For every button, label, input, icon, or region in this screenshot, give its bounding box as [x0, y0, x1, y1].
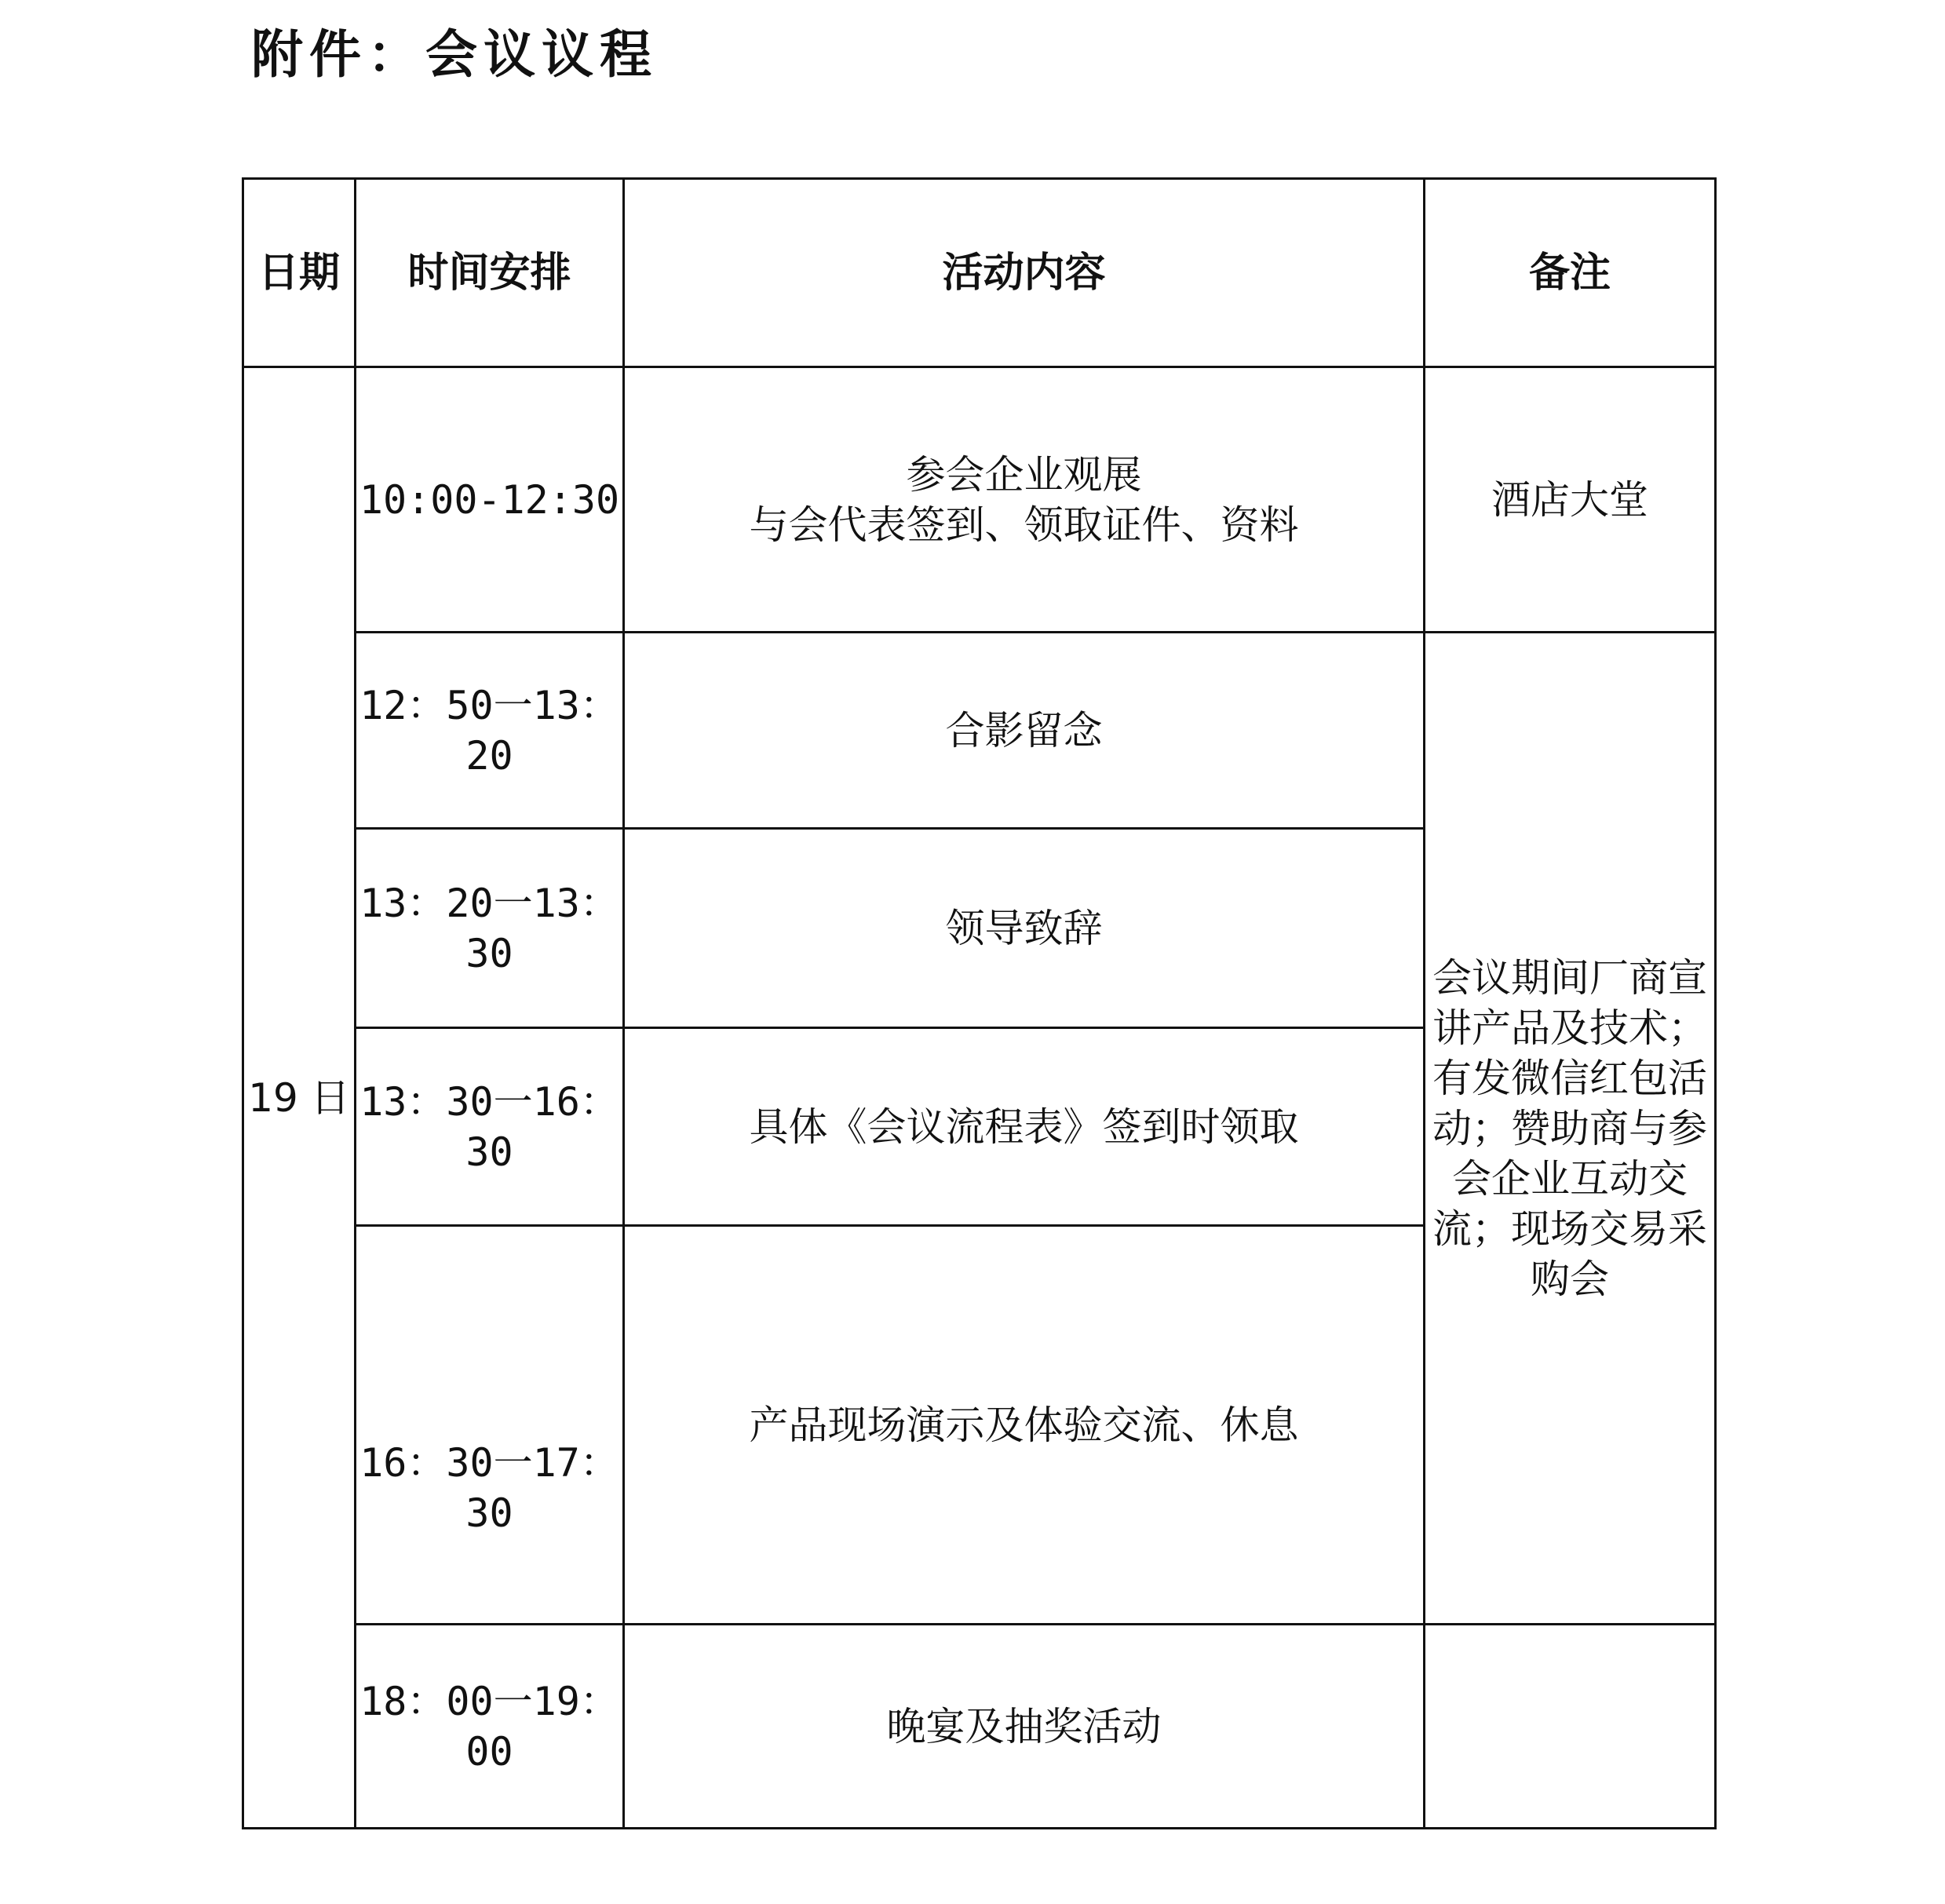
table-row [243, 367, 1716, 633]
activity-cell: 领导致辞 [624, 829, 1425, 1028]
header-activity: 活动内容 [624, 179, 1425, 367]
activity-cell: 合影留念 [624, 633, 1425, 829]
time-cell: 13：30一16：30 [356, 1028, 624, 1226]
header-date: 日期 [243, 179, 356, 367]
activity-cell [624, 367, 1425, 633]
activity-line: 与会代表签到、领取证件、资料 [749, 502, 1299, 548]
table-row [243, 633, 1716, 829]
table-header-row [243, 179, 1716, 367]
time-cell: 18：00一19：00 [356, 1625, 624, 1829]
activity-cell: 具体《会议流程表》签到时领取 [624, 1028, 1425, 1226]
activity-cell: 晚宴及抽奖活动 [624, 1625, 1425, 1829]
date-cell: 19 日 [243, 367, 356, 1829]
time-cell: 13：20一13：30 [356, 829, 624, 1028]
remark-cell [1425, 1625, 1716, 1829]
activity-line: 参会企业观展 [906, 451, 1142, 498]
document-title: 附件：会议议程 [251, 24, 658, 85]
header-time: 时间安排 [356, 179, 624, 367]
time-cell: 10:00-12:30 [356, 367, 624, 633]
agenda-table [242, 177, 1717, 1829]
time-cell: 12：50一13：20 [356, 633, 624, 829]
remark-cell: 酒店大堂 [1425, 367, 1716, 633]
activity-cell: 产品现场演示及体验交流、休息 [624, 1226, 1425, 1625]
header-remark: 备注 [1425, 179, 1716, 367]
table-row [243, 1625, 1716, 1829]
merged-remark-cell: 会议期间厂商宣讲产品及技术；有发微信红包活动；赞助商与参会企业互动交流；现场交易采购会 [1425, 633, 1716, 1625]
time-cell: 16：30一17：30 [356, 1226, 624, 1625]
